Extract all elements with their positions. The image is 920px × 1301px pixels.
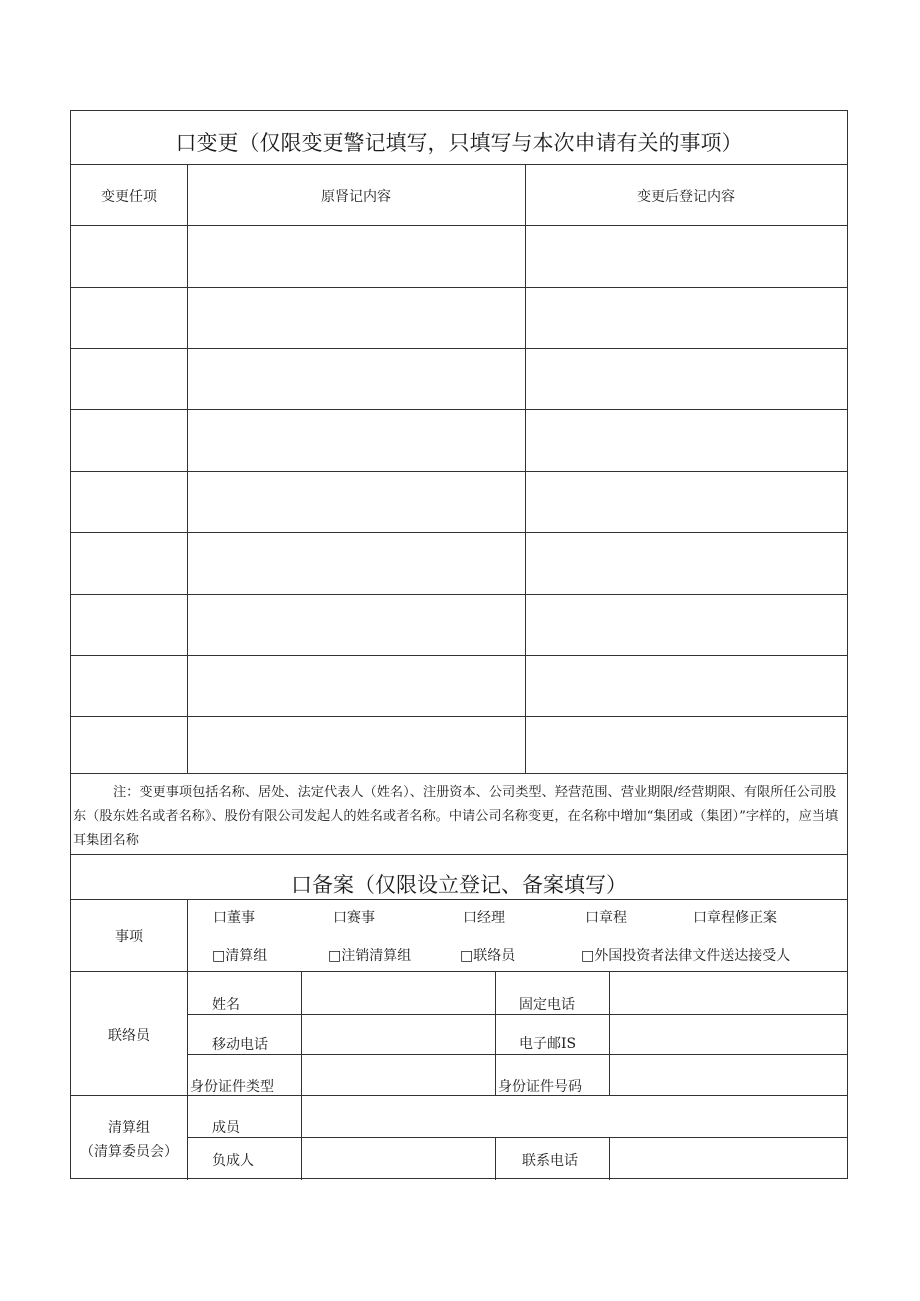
table-cell[interactable] — [71, 716, 187, 773]
table-cell[interactable] — [187, 287, 525, 348]
liquidation-label: 清算组 — [108, 1120, 150, 1136]
liaison-email-label: 电子邮IS — [519, 1036, 577, 1052]
contact-phone-field[interactable] — [610, 1138, 847, 1180]
checkbox-manager[interactable]: 口经理 — [463, 910, 505, 926]
checkbox-supervisor[interactable]: 口赛事 — [333, 910, 375, 926]
table-cell[interactable] — [71, 225, 187, 287]
liquidation-label-sub: （清算委员会） — [80, 1144, 178, 1160]
liaison-phone-field[interactable] — [610, 972, 847, 1014]
liaison-name-label: 姓名 — [212, 997, 240, 1013]
column-header-new-content: 变更后登记内容 — [637, 189, 735, 205]
liaison-label: 联络员 — [108, 1028, 150, 1044]
divider — [71, 854, 847, 855]
divider — [495, 1137, 496, 1180]
table-cell[interactable] — [187, 655, 525, 716]
filing-section-title[interactable]: 口备案（仅限设立登记、备案填写） — [291, 873, 627, 897]
contact-phone-label: 联系电话 — [522, 1153, 578, 1169]
items-label: 事项 — [115, 929, 143, 945]
table-cell[interactable] — [525, 225, 847, 287]
change-table-body — [71, 225, 847, 773]
checkbox-articles[interactable]: 口章程 — [585, 910, 627, 926]
liaison-id-type-label: 身份证件类型 — [190, 1079, 274, 1095]
table-cell[interactable] — [187, 409, 525, 471]
checkbox-liquidation-group[interactable]: □清算组 — [212, 948, 268, 964]
table-cell[interactable] — [71, 532, 187, 594]
table-cell[interactable] — [71, 287, 187, 348]
table-cell[interactable] — [71, 348, 187, 409]
table-cell[interactable] — [71, 409, 187, 471]
change-section-title[interactable]: 口变更（仅限变更警记填写，只填写与本次申请有关的事项） — [175, 131, 743, 155]
checkbox-cancel-liquidation-group[interactable]: □注销清算组 — [328, 948, 412, 964]
liaison-phone-label: 固定电话 — [519, 997, 575, 1013]
leader-label: 负成人 — [212, 1153, 254, 1169]
liaison-id-number-label: 身份证件号码 — [498, 1079, 582, 1095]
checkbox-liaison[interactable]: □联络员 — [460, 948, 516, 964]
table-cell[interactable] — [525, 348, 847, 409]
liaison-name-field[interactable] — [302, 972, 495, 1014]
liaison-email-field[interactable] — [610, 1015, 847, 1054]
table-cell[interactable] — [187, 594, 525, 655]
liaison-mobile-label: 移动电话 — [212, 1037, 268, 1053]
column-header-change-item: 变更任项 — [101, 189, 157, 205]
table-cell[interactable] — [187, 471, 525, 532]
leader-field[interactable] — [302, 1138, 495, 1180]
table-cell[interactable] — [525, 287, 847, 348]
table-cell[interactable] — [525, 532, 847, 594]
table-cell[interactable] — [71, 655, 187, 716]
table-cell[interactable] — [525, 409, 847, 471]
members-field[interactable] — [302, 1096, 847, 1137]
liaison-mobile-field[interactable] — [302, 1015, 495, 1054]
table-cell[interactable] — [187, 348, 525, 409]
table-cell[interactable] — [71, 594, 187, 655]
table-cell[interactable] — [525, 716, 847, 773]
table-cell[interactable] — [71, 471, 187, 532]
table-cell[interactable] — [525, 594, 847, 655]
divider — [495, 971, 496, 1095]
checkbox-director[interactable]: 口董事 — [213, 910, 255, 926]
table-cell[interactable] — [525, 471, 847, 532]
table-cell[interactable] — [187, 716, 525, 773]
change-note: 注：变更事项包括名称、居处、法定代表人（姓名）、注册资本、公司类型、羟营范围、营业期限/经营期限、有限所任公司股东（股东姓名或者名称》、股份有限公司发起人的姓名或者名称。中请公司名称变更，在名称中增加“集团或（集团）”字样的，应当填耳集团名称 — [73, 785, 839, 848]
table-cell[interactable] — [525, 655, 847, 716]
checkbox-articles-amendment[interactable]: 口章程修正案 — [693, 910, 777, 926]
table-cell[interactable] — [187, 225, 525, 287]
registration-form — [70, 110, 848, 1179]
checkbox-foreign-investor-agent[interactable]: □外国投资者法律文件送达接受人 — [581, 948, 791, 964]
divider — [71, 773, 847, 774]
liaison-id-number-field[interactable] — [610, 1055, 847, 1095]
column-header-original-content: 原肾记内容 — [321, 189, 391, 205]
members-label: 成员 — [212, 1120, 240, 1136]
table-cell[interactable] — [187, 532, 525, 594]
liaison-id-type-field[interactable] — [302, 1055, 495, 1095]
